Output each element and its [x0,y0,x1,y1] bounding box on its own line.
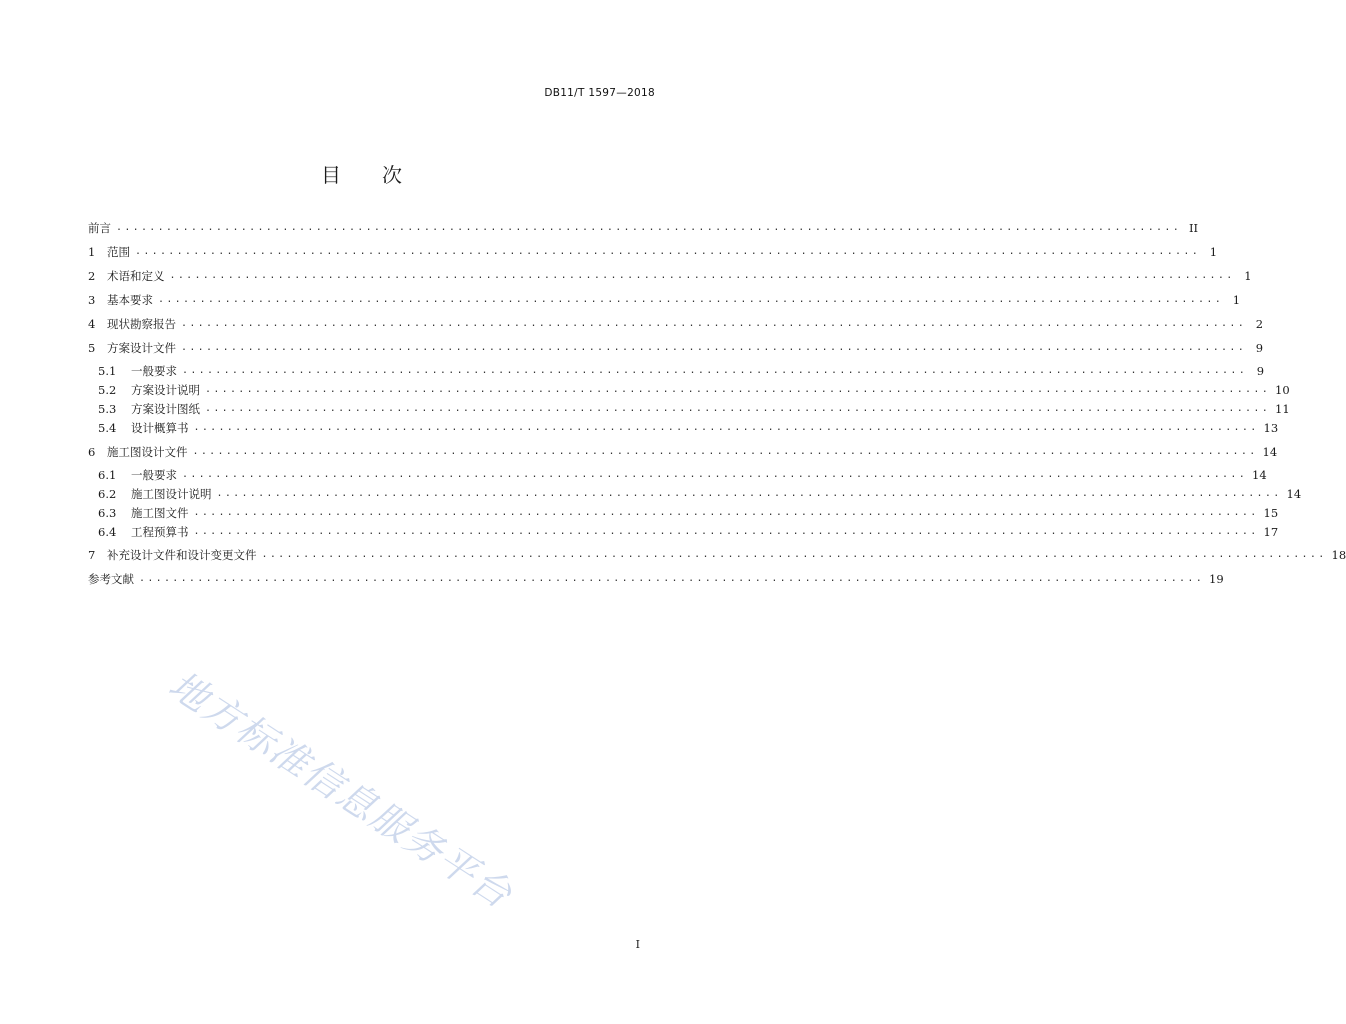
toc-entry-6[interactable] [88,443,1278,461]
toc-entry-preface[interactable] [88,219,1199,237]
toc-entry-2[interactable] [88,267,1252,285]
toc-entry-label: 补充设计文件和设计变更文件 [107,548,257,562]
toc-entry-number: 5.3 [98,402,117,416]
toc-title-part2: 次 [382,163,403,187]
toc-entry-number: 6 [88,445,96,459]
toc-entry-number: 5.1 [98,364,117,378]
toc-entry-label: 一般要求 [131,468,177,482]
toc-entry-number: 6.2 [98,487,117,501]
toc-entry-number: 3 [88,293,96,307]
dot-leader: ................................................................................................................................ [182,365,1248,376]
toc-entry-number: 1 [88,245,96,259]
toc-entry-page: 10 [1275,383,1290,397]
toc-entry-5-1[interactable] [98,362,1265,380]
toc-entry-5-4[interactable] [98,419,1279,437]
page-number: I [635,938,640,951]
dot-leader: ................................................................................................................................ [158,294,1224,305]
toc-entry-4[interactable] [88,315,1264,333]
toc-entry-label: 施工图设计文件 [107,445,188,459]
toc-entry-6-2[interactable] [98,485,1302,503]
toc-entry-1[interactable] [88,243,1218,261]
toc-entry-7[interactable] [88,546,1346,564]
toc-entry-number: 6.1 [98,468,117,482]
toc-entry-page: 15 [1263,506,1279,520]
toc-entry-label: 参考文献 [88,572,134,586]
document-code: DB11/T 1597—2018 [544,87,655,99]
toc-entry-number: 4 [88,317,96,331]
toc-entry-page: 19 [1209,572,1224,586]
dot-leader: ................................................................................................................................ [216,488,1282,499]
toc-entry-label: 方案设计说明 [131,383,200,397]
dot-leader: ................................................................................................................................ [205,403,1271,414]
toc-entry-5-3[interactable] [98,400,1290,418]
toc-entry-page: 2 [1255,317,1264,331]
toc-entry-page: 9 [1256,364,1265,378]
toc-entry-label: 范围 [107,245,130,259]
toc-entry-label: 设计概算书 [131,421,189,435]
toc-entry-number: 5 [88,341,96,355]
toc-entry-number: 6.4 [98,525,117,539]
toc-entry-references[interactable] [88,570,1224,588]
toc-entry-5[interactable] [88,339,1264,357]
toc-entry-number: 6.3 [98,506,117,520]
toc-entry-label: 方案设计图纸 [131,402,200,416]
toc-entry-number: 7 [88,548,96,562]
dot-leader: ................................................................................................................................ [181,342,1247,353]
toc-title-part1: 目 [321,163,342,187]
toc-entry-label: 一般要求 [131,364,177,378]
toc-entry-label: 基本要求 [107,293,153,307]
toc-entry-page: 9 [1255,341,1264,355]
toc-entry-label: 前言 [88,221,111,235]
dot-leader: ................................................................................................................................ [116,222,1182,233]
dot-leader: ................................................................................................................................ [205,384,1271,395]
toc-entry-page: II [1188,221,1199,235]
toc-entry-number: 5.2 [98,383,117,397]
toc-entry-page: 14 [1262,445,1278,459]
toc-entry-page: 11 [1275,402,1290,416]
dot-leader: ................................................................................................................................ [181,318,1247,329]
toc-entry-page: 1 [1244,269,1252,283]
dot-leader: ................................................................................................................................ [193,422,1259,433]
toc-entry-page: 1 [1209,245,1218,259]
toc-entry-6-1[interactable] [98,466,1267,484]
dot-leader: ................................................................................................................................ [135,246,1201,257]
toc-entry-label: 现状勘察报告 [107,317,176,331]
dot-leader: ................................................................................................................................ [169,270,1235,281]
toc-entry-page: 13 [1263,421,1279,435]
dot-leader: ................................................................................................................................ [182,469,1248,480]
toc-entry-page: 18 [1331,548,1346,562]
toc-entry-page: 1 [1232,293,1241,307]
toc-entry-page: 14 [1286,487,1302,501]
watermark-text: 地方标准信息服务平台 [161,662,521,918]
toc-entry-6-3[interactable] [98,504,1279,522]
toc-entry-3[interactable] [88,291,1241,309]
dot-leader: ................................................................................................................................ [193,507,1259,518]
toc-entry-page: 17 [1263,525,1279,539]
toc-entry-number: 5.4 [98,421,117,435]
toc-entry-label: 施工图设计说明 [131,487,212,501]
toc-entry-label: 术语和定义 [107,269,165,283]
toc-entry-number: 2 [88,269,96,283]
toc-entry-label: 工程预算书 [131,525,189,539]
dot-leader: ................................................................................................................................ [139,573,1205,584]
toc-entry-page: 14 [1252,468,1267,482]
toc-entry-label: 施工图文件 [131,506,189,520]
toc-entry-5-2[interactable] [98,381,1290,399]
toc-entry-6-4[interactable] [98,523,1279,541]
dot-leader: ................................................................................................................................ [192,446,1258,457]
dot-leader: ................................................................................................................................ [193,526,1259,537]
toc-entry-label: 方案设计文件 [107,341,176,355]
dot-leader: ................................................................................................................................ [261,549,1327,560]
